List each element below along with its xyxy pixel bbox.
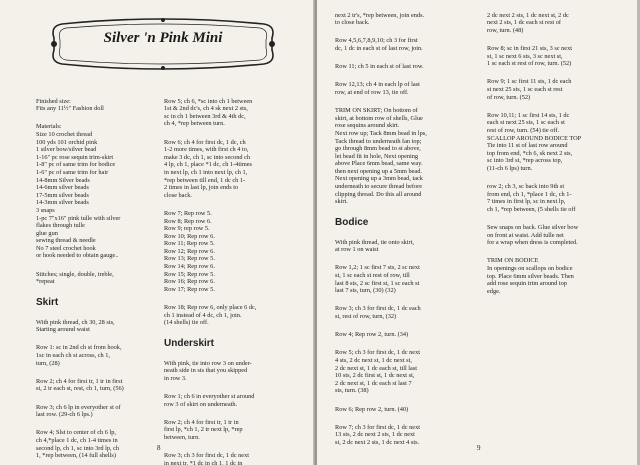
trim-on-skirt: TRIM ON SKIRT; On bottom of skirt, at bottom row of shells, Glue rose sequins around skirt. Next row up; Tack 8mm bead in lps, Tack thread to underneath fan top; go through 8mm bead to st above, let bead fit in hole, Next opening above Place 6mm bead, same way. then next opening up a 5mm bead. Next opening up a 3mm bead, tack underneath to secure thread before clipping thread. Do this all around skirt. (335, 107, 427, 206)
bodice-row-8: Row 8; sc in first 21 sts, 3 sc next st, 1 sc next 6 sts, 3 sc next st, 1 sc each st rest of row, turn. (52) (487, 44, 573, 68)
left-column-1 (36, 90, 160, 465)
underskirt-heading: Underskirt (164, 338, 215, 350)
bodice-row-6: Row 6; Rep row 2, turn. (40) (335, 405, 409, 413)
bodice-row-10-11: Row 10,11; 1 sc first 14 sts, 1 dc each st next 25 sts, 1 sc each st rest of row, turn. (54) tie off. SCALLOP AROUND BODICE TOP Tie into 11 st of last row around top from end, *ch 6, sk next 2 sts, sc into 3rd st, *rep across top, (11-ch 6 lps) turn. (487, 111, 582, 172)
finishing-note: Sew snaps on back. Glue silver bow on front at waist. Add tulle net for a wrap when dress is completed. (487, 224, 579, 247)
bodice-intro: With pink thread, tie onto skirt, at row 1 on waist (335, 238, 414, 254)
underskirt-row-3-cont: next 2 tr's, *rep between, join ends. to close back. (335, 11, 425, 27)
skirt-row-5: Row 5; ch 6, *sc into ch 1 between 1st & 2nd dc's, ch 4 sk next 2 sts, sc in ch 1 between 3rd & 4th dc, ch 4, *rep between turn. (164, 97, 253, 128)
finished-size: Finished size: Fits any 11½" Fashion doll (36, 97, 104, 113)
right-column-2 (487, 4, 633, 306)
bodice-row-5: Row 5; ch 3 for first dc, 1 dc next 4 sts, 2 dc next st, 1 dc next st, 2 dc next st, 1 dc each st, till last 10 sts, 2 dc first st, 1 dc next st, 2 dc next st, 1 dc each st last 7 sts, turn. (38) (335, 349, 420, 395)
skirt-row-1: Row 1: sc in 2nd ch st from hook, 1sc in each ch st across, ch 1, turn, (28) (36, 344, 122, 367)
trim-on-bodice: TRIM ON BODICE In openings on scallops on bodice top. Place 6mm silver beads. Then add rose sequin trim around top edge. (487, 257, 574, 295)
bodice-row-7-cont: 2 dc next 2 sts, 1 dc next st, 2 dc next 2 sts, 1 dc each st rest of row, turn. (48) (487, 11, 569, 34)
left-page (0, 0, 315, 465)
stitches-note: Stitches; single, double, treble, *repeat (36, 270, 114, 286)
bodice-heading: Bodice (335, 217, 369, 229)
page-title: Silver 'n Pink Mini (103, 30, 223, 46)
underskirt-row-3: Row 3; ch 3 for first dc, 1 dc next in next tr, *1 dc in ch 1, 1 dc in (164, 452, 249, 465)
page-number-right: 9 (477, 444, 481, 452)
bodice-row-7: Row 7; ch 3 for first dc, 1 dc next 13 sts, 2 dc next 2 sts, 1 dc next st, 2 dc next 2 sts, 1 dc next 4 sts. (335, 423, 420, 446)
page-number-left: 8 (157, 444, 161, 452)
scallop-row-2: row 2; ch 3, sc back into 9th st from end, ch 1, *place 1 dc, ch 1- 7 times in first lp, sc in next lp, ch 1, *rep between, (5 shells tie off (487, 183, 576, 213)
left-column-2 (164, 90, 304, 465)
underskirt-rows-4-10: Row 4,5,6,7,8,9,10; ch 3 for first dc, 1 dc in each st of last row, join. (335, 37, 423, 52)
skirt-row-2: Row 2; ch 4 for first tr, 1 tr in first st, 2 tr each st, rest, ch 1, turn, (56) (36, 377, 124, 393)
skirt-heading: Skirt (36, 297, 59, 309)
bodice-row-3: Row 3; ch 3 for first dc, 1 dc each st, rest of row, turn, (32) (335, 305, 421, 320)
right-page (317, 0, 640, 465)
bodice-row-4: Row 4; Rep row 2, turn. (34) (335, 331, 409, 339)
right-column-1 (335, 4, 483, 457)
skirt-row-4: Row 4; Slst to center of ch 6 lp, ch 4,*place 1 dc, ch 1-4 times in second lp, ch 1, sc into 3rd lp, ch 1, *rep between, (14 full shells) (36, 429, 120, 460)
underskirt-rows-12-13: Row 12,13; ch 4 in each lp of last row, at end of row 13, tie off. (335, 81, 420, 96)
skirt-row-18: Row 18; Rep row 6, only place 6 dc, ch 1 instead of 4 dc, ch 1, join. (14 shells) tie off. (164, 304, 257, 327)
bodice-row-9: Row 9; 1 sc first 11 sts, 1 dc each st next 25 sts, 1 sc each st rest of row, turn. (52) (487, 78, 572, 101)
underskirt-row-11: Row 11; ch 5 in each st of last row. (335, 63, 424, 71)
bodice-row-1-2: Row 1,2; 1 sc first 7 sts, 2 sc next st, 1 sc each st rest of row, till last 8 sts, 2 sc first st, 1 sc each st last 7 sts, turn, (30) (32) (335, 264, 420, 295)
underskirt-intro: With pink, tie into row 3 on under- neath side in sts that you skipped in row 3. (164, 359, 252, 382)
skirt-row-6: Row 6; ch 4 for first dc, 1 dc, ch 1-2 more times, with first ch 4 to, make 3 dc, ch 1, sc into second ch 4 lp, ch 1, place *1 dc, ch 1-4times in next lp, ch 1 into next lp, ch 1, *rep between till end, 1 dc ch 1- 2 times in last lp, join ends to close back. (164, 138, 252, 199)
materials-list: Materials: Size 10 crochet thread 100 yds 101 orchid pink 1 silver bow/silver bead 1-16" pc rose sequin trim-skirt 1-8" pc of same trim for bodice 1-6" pc of same trim for hair 14-8mm Silver beads 14-6mm silver beads 17-5mm silver beads 14-3mm silver beads 3 snaps 1-pc 7"x16" pink tulle with silver flakes through tulle glue gun sewing thread & needle No 7 steel crochet hook or hook needed to obtain gauge.. (36, 123, 121, 260)
skirt-row-3: Row 3; ch 6 lp in everyother st of last row. (29-ch 6 lps.) (36, 403, 121, 419)
title-banner (48, 16, 278, 72)
underskirt-row-1: Row 1; ch 6 in everyother st around row 3 of skirt on underneath. (164, 392, 255, 408)
skirt-rows-7-17: Row 7; Rep row 5. Row 8; Rep row 6. Row 9; rep row 5. Row 10; Rep row 6. Row 11; Rep row 5. Row 12; Rep row 6. Row 13; Rep row 5. Row 14; Rep row 6. Row 15; Rep row 5. Row 16; Rep row 6. Row 17; Rep row 5. (164, 209, 215, 293)
skirt-intro: With pink thread, ch 30, 28 sts, Starting around waist (36, 318, 115, 334)
underskirt-row-2: Row 2; ch 4 for first tr, 1 tr in first lp, *ch 1, 2 tr next lp, *rep between, turn. (164, 418, 243, 441)
